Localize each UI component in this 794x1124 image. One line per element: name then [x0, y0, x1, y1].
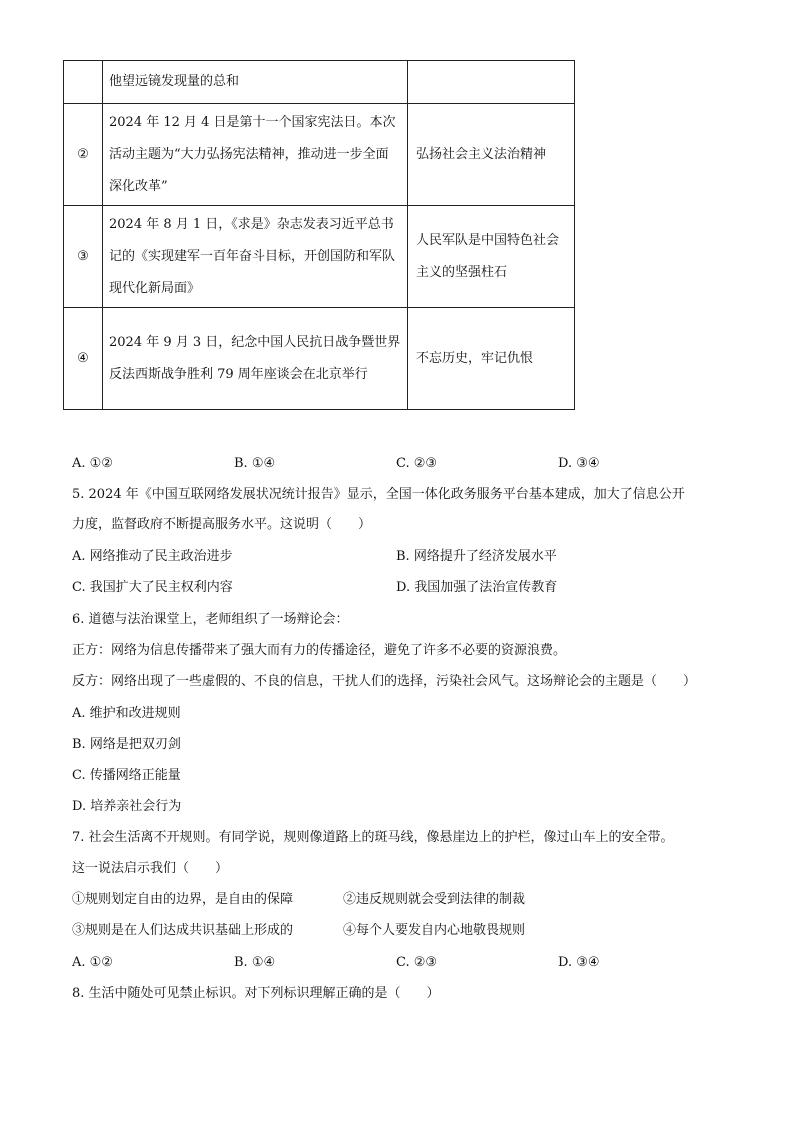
event-cell: 2024 年 12 月 4 日是第十一个国家宪法日。本次活动主题为“大力弘扬宪法精神，推动进一步全面深化改革” [103, 104, 408, 206]
meaning-cell: 人民军队是中国特色社会主义的坚强柱石 [408, 206, 575, 308]
q5-option-b: B. 网络提升了经济发展水平 [396, 549, 557, 564]
q6-stem: 6. 道德与法治课堂上，老师组织了一场辩论会： [72, 612, 349, 627]
meaning-cell: 弘扬社会主义法治精神 [408, 104, 575, 206]
meaning-cell: 不忘历史，牢记仇恨 [408, 308, 575, 410]
q5-stem-line2: 力度，监督政府不断提高服务水平。这说明（ ） [72, 517, 372, 532]
event-cell: 2024 年 8 月 1 日，《求是》杂志发表习近平总书记的《实现建军一百年奋斗目标，开创国防和军队现代化新局面》 [103, 206, 408, 308]
row-number: ② [64, 104, 103, 206]
row-number: ④ [64, 308, 103, 410]
q5-option-c: C. 我国扩大了民主权利内容 [72, 580, 233, 595]
q6-option-c: C. 传播网络正能量 [72, 768, 181, 783]
table-row [64, 104, 575, 206]
q8-stem: 8. 生活中随处可见禁止标识。对下列标识理解正确的是（ ） [72, 986, 440, 1001]
event-cell: 他望远镜发现量的总和 [103, 61, 408, 104]
q7-option-c: C. ②③ [396, 955, 438, 970]
q6-pro: 正方：网络为信息传播带来了强大而有力的传播途径，避免了许多不必要的资源浪费。 [72, 643, 567, 658]
q7-statement-3: ③规则是在人们达成共识基础上形成的 [72, 923, 294, 938]
q7-stem-line1: 7. 社会生活离不开规则。有同学说，规则像道路上的斑马线，像悬崖边上的护栏，像过山车上的安全带。 [72, 830, 674, 845]
q4-option-d: D. ③④ [558, 456, 600, 471]
q5-option-a: A. 网络推动了民主政治进步 [72, 549, 233, 564]
q7-stem-line2: 这一说法启示我们（ ） [72, 861, 229, 876]
q7-option-a: A. ①② [72, 955, 113, 970]
q4-option-a: A. ①② [72, 456, 113, 471]
q6-option-d: D. 培养亲社会行为 [72, 799, 182, 814]
row-number: ③ [64, 206, 103, 308]
row-number [64, 61, 103, 104]
event-cell: 2024 年 9 月 3 日，纪念中国人民抗日战争暨世界反法西斯战争胜利 79 周年座谈会在北京举行 [103, 308, 408, 410]
table-row [64, 206, 575, 308]
q4-option-c: C. ②③ [396, 456, 438, 471]
q7-option-b: B. ①④ [234, 955, 276, 970]
q7-statement-4: ④每个人要发自内心地敬畏规则 [343, 923, 526, 938]
q5-stem-line1: 5. 2024 年《中国互联网络发展状况统计报告》显示，全国一体化政务服务平台基本建成，加大了信息公开 [72, 487, 685, 502]
q7-statement-1: ①规则划定自由的边界，是自由的保障 [72, 892, 294, 907]
q5-option-d: D. 我国加强了法治宣传教育 [396, 580, 558, 595]
q4-option-b: B. ①④ [234, 456, 276, 471]
meaning-cell [408, 61, 575, 104]
q6-con: 反方：网络出现了一些虚假的、不良的信息，干扰人们的选择，污染社会风气。这场辩论会的主题是（ ） [72, 674, 697, 689]
q7-statement-2: ②违反规则就会受到法律的制裁 [343, 892, 526, 907]
table-row [64, 308, 575, 410]
q6-option-b: B. 网络是把双刃剑 [72, 737, 181, 752]
table-row [64, 61, 575, 104]
q6-option-a: A. 维护和改进规则 [72, 706, 181, 721]
q7-option-d: D. ③④ [558, 955, 600, 970]
events-table [63, 60, 575, 410]
